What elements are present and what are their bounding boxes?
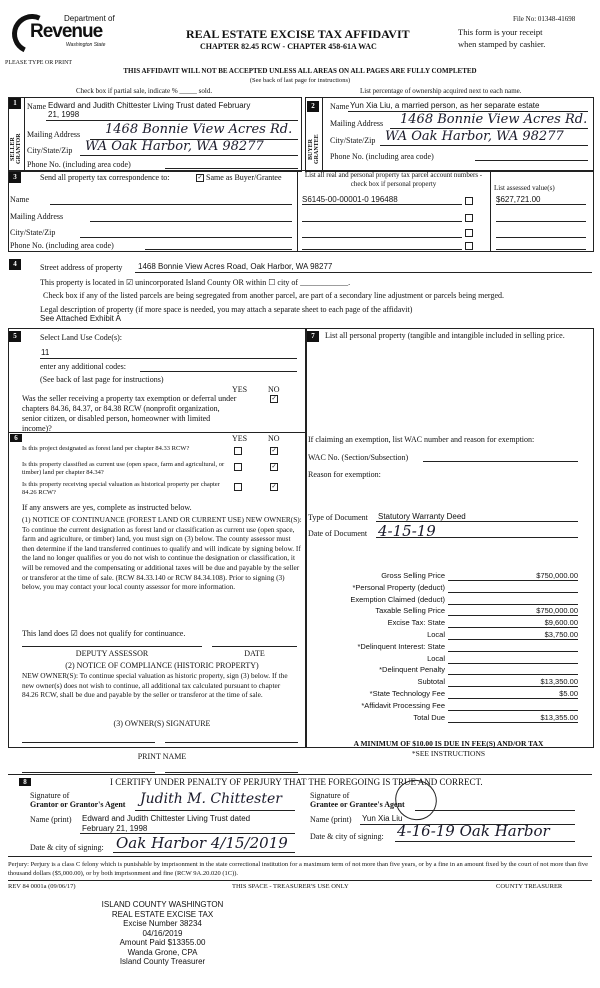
stamp-line: Amount Paid $13355.00 [119,938,206,947]
section-number: 3 [9,172,21,183]
current-use-yes-checkbox[interactable] [234,463,242,471]
parcel-header: List all real and personal property tax parcel account numbers - check box if personal property [304,171,483,188]
label: Street address of property [40,263,123,272]
label: Signature of [310,791,350,800]
grantee-date-city[interactable]: 4-16-19 Oak Harbor [397,822,550,840]
label: Signature of [30,791,70,800]
label: Date of Document [308,529,368,538]
label: Mailing Address [27,130,81,139]
fee-label: Local [427,630,445,639]
assessed-header: List assessed value(s) [494,184,555,192]
personal-property-label: List all personal property (tangible and intangible included in selling price. [325,331,565,340]
stamp-line: Excise Number 38234 [123,919,202,928]
stamp-line: 04/16/2019 [142,928,183,938]
grantor-date-city[interactable]: Oak Harbor 4/15/2019 [116,834,288,852]
label: Date & city of signing: [310,832,384,841]
property-address[interactable]: 1468 Bonnie View Acres Road, Oak Harbor, WA 98277 [138,262,333,271]
forest-question: Is this project designated as forest land per chapter 84.33 RCW? [22,445,190,452]
please-print: PLEASE TYPE OR PRINT [5,60,73,66]
fee-value[interactable]: $5.00 [559,689,578,698]
warning: THIS AFFIDAVIT WILL NOT BE ACCEPTED UNLESS ALL AREAS ON ALL PAGES ARE FULLY COMPLETED [123,67,477,75]
same-as-buyer-label: Same as Buyer/Grantee [206,173,282,182]
buyer-name[interactable]: Yun Xia Liu, a married person, as her separate estate [350,101,540,110]
section-number: 2 [307,101,319,112]
notice-of-compliance: NEW OWNER(S): To continue special valuation as historic property, sign (3) below. If the new owner(s) does not wish to continue, all additional tax calculated pursuant to chapter 84.26 RCW, shall be due and payable by the seller or transferor at the time of sale. [22,671,288,700]
fee-label: *Affidavit Processing Fee [361,700,445,710]
yes-header: YES [232,385,248,394]
current-use-no-checkbox[interactable]: ✓ [271,464,277,470]
notice-of-continuance: (1) NOTICE OF CONTINUANCE (FOREST LAND OR CURRENT USE) NEW OWNER(S): To continue the current designation as forest land or classification as current use (open space, farm and agriculture, or timber) land, you must sign on (3) below. The county assessor must then determine if the land transferred continues to qualify and will indicate by signing below. If the land no longer qualifies or you do not wish to continue the designation or classification, it will be removed and the compensating or additional taxes will be due and payable by the seller or transferor at the time of sale. (RCW 84.33.140 or RCW 84.34.108). Prior to signing (3) below, you may contact your local county assessor for more information. [22,515,302,592]
deputy-assessor-label: DEPUTY ASSESSOR [75,649,149,658]
receipt-note: when stamped by cashier. [458,39,546,49]
corr-mail-field[interactable] [90,221,292,222]
current-use-question: Is this property classified as current use (open space, farm and agricultural, or timber) land per chapter 84.34? [22,461,225,476]
label: Name (print) [310,815,352,824]
label: Mailing Address [10,212,64,221]
label: Mailing Address [330,119,384,128]
historic-question: Is this property receiving special valuation as historical property per chapter 84.26 RCW? [22,481,220,496]
stamp-line: ISLAND COUNTY WASHINGTON [101,900,224,909]
label: Type of Document [308,513,368,522]
see-back: (See back of last page for instructions) [249,77,351,84]
historic-no-checkbox[interactable]: ✓ [271,484,277,490]
label: WAC No. (Section/Subsection) [308,453,409,462]
label: Legal description of property (if more space is needed, you may attach a separate sheet to each page of the affidavit) [40,305,413,314]
form-chapter: CHAPTER 82.45 RCW - CHAPTER 458-61A WAC [200,42,377,51]
label: Date & city of signing: [30,843,104,852]
form-revision: REV 84 0001a (09/06/17) [8,883,76,890]
grantor-print-name-cont[interactable]: February 21, 1998 [82,824,148,833]
seller-mailing-address[interactable]: 1468 Bonnie View Acres Rd. [105,122,293,137]
land-use-code[interactable]: 11 [41,348,50,357]
file-number: File No: 01348-41698 [513,15,576,23]
grantee-print-name[interactable]: Yun Xia Liu [362,814,403,823]
document-date[interactable]: 4-15-19 [378,522,436,540]
exemption-no-checkbox[interactable]: ✓ [271,396,277,402]
partial-sale: Check box if partial sale, indicate % _____ sold. [76,87,213,95]
label: Name [330,102,350,111]
location-statement: This property is located in ☑ unincorporated Island County OR within ☐ city of ____________. [40,278,351,287]
fee-label: Local [427,653,445,663]
label: Select Land Use Code(s): [40,333,122,342]
buyer-mailing-address[interactable]: 1468 Bonnie View Acres Rd. [400,112,588,127]
fee-value[interactable]: $13,355.00 [540,712,578,722]
fee-value[interactable]: $750,000.00 [536,571,578,580]
fee-value[interactable]: $13,350.00 [540,677,578,687]
section-number: 6 [10,434,22,442]
segregation-statement: Check box if any of the listed parcels are being segregated from another parcel, are part of a secondary line adjustment or parcels being merged. [43,291,504,300]
label: (See back of last page for instructions) [40,375,164,384]
corr-name-field[interactable] [50,204,292,205]
parcel-number[interactable]: S6145-00-00001-0 196488 [302,195,398,204]
section-number: 1 [9,98,21,109]
label: City/State/Zip [27,146,73,155]
stamp-line: REAL ESTATE EXCISE TAX [111,909,214,919]
affidavit-page: File No: 01348-41698 Department of Revenue Washington State PLEASE TYPE OR PRINT REAL ESTATE EXCISE TAX AFFIDAVIT CHAPTER 82.45 RCW - CHAPTER 458-61A WAC This form is your receipt when stamped by cashier. THIS AFFIDAVIT WILL NOT BE ACCEPTED UNLESS ALL AREAS ON ALL PAGES ARE FULLY COMPLETED (See back of last page for instructions) Check box if partial sale, indicate % _____ sold. List percentage of ownership acquired next to each name. 1 SELLER GRANTOR Name Edward and Judith Chittester Living Trust dated February 21, 1998 Mailing Address 1468 Bonnie View Acres Rd. City/State/Zip WA Oak Harbor, WA 98277 Phone No. (including area code) 2 BUYER GRANTEE Name Yun Xia Liu, a married person, as her separate estate Mailing Address 1468 Bonnie View Acres Rd. City/State/Zip WA Oak Harbor, WA 98277 Phone No. (including area code) 3 Send all property tax correspondence to: ✓ Same as Buyer/Grantee Name Mailing Address City/State/Zip Phone No. (including area code) List all real and personal property tax parcel account numbers - check box if personal property List assessed value(s) S6145-00-00001-0 196488 $627,721.00 4 Street address of property 1468 Bonnie View Acres Road, Oak Harbor, WA 98277 This property is located in ☑ unincorporated Island County OR within ☐ city of ____________. Check box if any of the listed parcels are being segregated from another parcel, are part of a secondary line adjustment or parcels being merged. Legal description of property (if more space is needed, you may attach a separate sheet to each page of the affidavit) See Attached Exhibit A 5 Select Land Use Code(s): 11 enter any additional codes: (See back of last page for instructions) YES NO ✓ Was the seller receiving a property tax exemption or deferral under chapters 84.36, 84.37, or 84.38 RCW (nonprofit organization, senior citizen, or disabled person, homeowner with limited income)? 6 YES NO Is this project designated as forest land per chapter 84.33 RCW? ✓ Is this property classified as current use (open space, farm and agricultural, or timber) land per chapter 84.34? ✓ Is this property receiving special valuation as historical property per chapter 84.26 RCW? ✓ If any answers are yes, complete as instructed below. (1) NOTICE OF CONTINUANCE (FOREST LAND OR CURRENT USE) NEW OWNER(S): To continue the current designation as forest land or classification as current use (open space, farm and agriculture, or timber) land, you must sign on (3) below. The county assessor must then determine if the land transferred continues to qualify and will indicate by signing below. If the land no longer qualifies or you do not wish to continue the designation or classification, it will be removed and the compensating or additional taxes will be due and payable by the seller or transferor at the time of sale. (RCW 84.33.140 or RCW 84.34.108). Prior to signing (3) below, you may contact your local county assessor for more information. This land does ☑ does not qualify for continuance. DEPUTY ASSESSOR DATE (2) NOTICE OF COMPLIANCE (HISTORIC PROPERTY) NEW OWNER(S): To continue special valuation as historic property, sign (3) below. If the new owner(s) does not wish to continue, all additional tax calculated pursuant to chapter 84.26 RCW, shall be due and payable by the seller or transferor at the time of sale. (3) OWNER(S) SIGNATURE 7 List all personal property (tangible and intangible included in selling price. If claiming an exemption, list WAC number and reason for exemption: WAC No. (Section/Subsection) Reason for exemption: Type of Document Statutory Warranty Deed Date of Document 4-15-19 Gross Selling Price $750,000.00 *Personal Property (deduct) Exemption Claimed (deduct) Taxable Selling Price $750,000.00 Excise Tax: State $9,600.00 Local $3,750.00 *Delinquent Interest: State Local *Delinquent Penalty Subtotal $13,350.00 *State Technology Fee $5.00 *Affidavit Processing Fee Total Due $13,355.00 A MINIMUM OF $10.00 IS DUE IN FEE(S) AND/OR TAX *SEE INSTRUCTIONS PRINT NAME 8 I CERTIFY UNDER PENALTY OF PERJURY THAT THE FOREGOING IS TRUE AND CORRECT. Signature of Grantor or Grantor's Agent Judith M. Chittester Name (print) Edward and Judith Chittester Living Trust dated February 21, 1998 Date & city of signing: Oak Harbor 4/15/2019 Signature of Grantee or Grantee's Agent Name (print) Yun Xia Liu Date & city of signing: 4-16-19 Oak Harbor Perjury: Perjury is a class C felony which is punishable by imprisonment in the state correctional institution for a maximum term of not more than five years, or by a fine in an amount fixed by the court of not more than five thousand dollars ($5,000.00), or by both imprisonment and fine (RCW 9A.20.020 (1C)). REV 84 0001a (09/06/17) THIS SPACE - TREASURER'S USE ONLY COUNTY TREASURER ISLAND COUNTY WASHINGTON REAL ESTATE EXCISE TAX Excise Number 38234 04/16/2019 Amount Paid $13355.00 Wanda Grone, CPA Island County Treasurer [0,0,600,988]
label: Name (print) [30,815,72,824]
forest-no-checkbox[interactable]: ✓ [271,448,277,454]
exemption-question: Was the seller receiving a property tax exemption or deferral under chapters 84.36, 84.37, or 84.38 RCW (nonprofit organization, senior citizen, or disabled person, homeowner with limited income)? [22,394,237,433]
county-treasurer-label: COUNTY TREASURER [496,883,563,890]
stamp-line: Island County Treasurer [119,957,206,966]
historic-yes-checkbox[interactable] [234,483,242,491]
seller-name[interactable]: Edward and Judith Chittester Living Trust dated February [48,101,251,110]
section-number: 8 [19,778,31,786]
fee-label: *Personal Property (deduct) [352,582,445,592]
label: Phone No. (including area code) [330,152,434,161]
owner-signature-label: (3) OWNER(S) SIGNATURE [113,719,211,728]
forest-yes-checkbox[interactable] [234,447,242,455]
label: Phone No. (including area code) [10,241,114,250]
print-name-label: PRINT NAME [137,752,187,761]
corr-phone-field[interactable] [145,249,292,250]
same-as-buyer-checkbox[interactable]: ✓ Same as Buyer/Grantee [197,173,282,182]
document-type[interactable]: Statutory Warranty Deed [378,512,466,521]
fee-label: Taxable Selling Price [375,606,445,616]
buyer-label: BUYER GRANTEE [308,134,320,164]
yes-header: YES [232,434,248,443]
fee-label: Total Due [413,712,445,722]
certification: I CERTIFY UNDER PENALTY OF PERJURY THAT THE FOREGOING IS TRUE AND CORRECT. [110,777,483,787]
fee-label: Subtotal [417,677,445,687]
instruction: If any answers are yes, complete as instructed below. [22,503,192,512]
grantor-print-name[interactable]: Edward and Judith Chittester Living Trust dated [82,814,251,823]
additional-codes-field[interactable] [140,371,297,372]
label: City/State/Zip [10,228,56,237]
label: Send all property tax correspondence to: [40,173,170,182]
treasurer-stamp [90,900,235,967]
seller-city[interactable]: WA Oak Harbor, WA 98277 [85,139,264,154]
see-instructions: *SEE INSTRUCTIONS [411,749,486,758]
no-header: NO [268,385,280,394]
fee-label: Gross Selling Price [381,571,445,580]
seller-label: SELLER GRANTOR [10,133,22,165]
minimum-due: A MINIMUM OF $10.00 IS DUE IN FEE(S) AND/OR TAX [353,739,544,748]
section-number: 5 [9,331,21,342]
assessed-value[interactable]: $627,721.00 [496,195,541,204]
fee-label: Exemption Claimed (deduct) [350,594,445,604]
label: enter any additional codes: [40,362,126,371]
wac-number-field[interactable] [423,461,578,462]
personal-property-checkbox[interactable] [465,214,473,222]
label: If claiming an exemption, list WAC number and reason for exemption: [308,435,535,444]
fee-label: *Delinquent Penalty [379,665,445,675]
receipt-note: This form is your receipt [458,27,543,37]
corr-city-field[interactable] [80,237,292,238]
fee-value[interactable]: $9,600.00 [544,618,578,628]
personal-property-checkbox[interactable] [465,242,473,250]
label: Name [27,102,47,111]
buyer-city[interactable]: WA Oak Harbor, WA 98277 [385,129,564,144]
notice-of-compliance-title: (2) NOTICE OF COMPLIANCE (HISTORIC PROPERTY) [65,661,259,670]
fee-label: *Delinquent Interest: State [357,641,445,651]
fee-value[interactable]: $750,000.00 [536,606,578,616]
grantor-signature[interactable]: Judith M. Chittester [140,791,282,807]
seller-name-cont[interactable]: 21, 1998 [48,110,80,119]
perjury-notice: Perjury: Perjury is a class C felony which is punishable by imprisonment in the state correctional institution for a maximum term of not more than five years, or by a fine in an amount fixed by the court of not more than five thousand dollars ($5,000.00), or by both imprisonment and fine (RCW 9A.20.020 (1C)). [8,861,588,877]
ownership-note: List percentage of ownership acquired next to each name. [360,87,522,95]
legal-description[interactable]: See Attached Exhibit A [40,314,121,323]
personal-property-checkbox[interactable] [465,197,473,205]
fee-value[interactable]: $3,750.00 [544,630,578,639]
continuance-statement: This land does ☑ does not qualify for continuance. [22,629,186,638]
label: City/State/Zip [330,136,376,145]
fee-label: Excise Tax: State [387,618,445,628]
date-label: DATE [244,649,265,658]
stamp-line: Wanda Grone, CPA [127,947,198,957]
label: Phone No. (including area code) [27,160,131,169]
label: Name [10,195,30,204]
section-number: 7 [307,331,319,342]
treasurer-use-label: THIS SPACE - TREASURER'S USE ONLY [232,883,349,890]
label: Grantee or Grantee's Agent [310,800,405,809]
personal-property-checkbox[interactable] [465,229,473,237]
section-number: 4 [9,259,21,270]
form-title: REAL ESTATE EXCISE TAX AFFIDAVIT [186,27,410,41]
no-header: NO [268,434,280,443]
label: Grantor or Grantor's Agent [30,800,126,809]
fee-label: *State Technology Fee [369,689,445,698]
label: Reason for exemption: [308,470,381,479]
